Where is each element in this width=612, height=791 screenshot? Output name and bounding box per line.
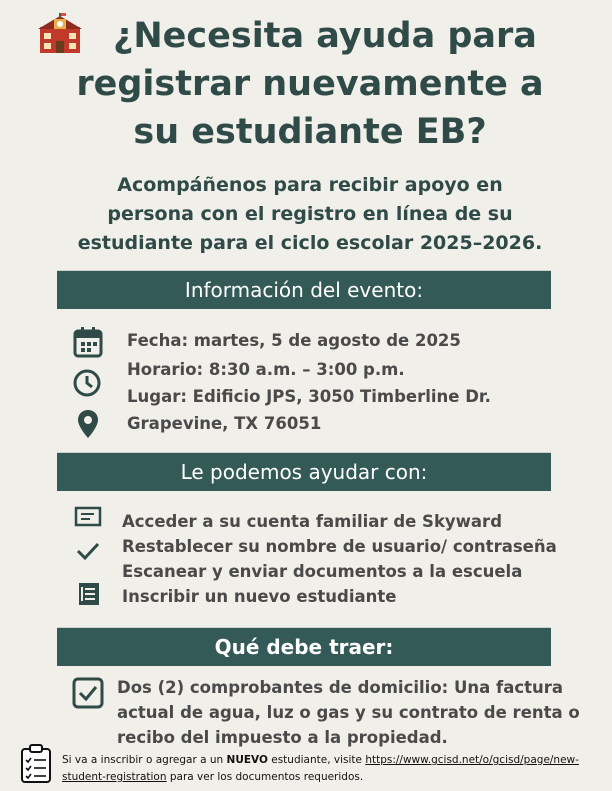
event-place-line1: Lugar: Edificio JPS, 3050 Timberline Dr. bbox=[127, 387, 491, 406]
footer-text-before: Si va a inscribir o agregar a un bbox=[62, 754, 227, 766]
title-line-1: ¿Necesita ayuda para bbox=[113, 16, 537, 56]
bring-line-3: recibo del impuesto a la propiedad. bbox=[117, 728, 448, 747]
checkmark-icon bbox=[76, 541, 100, 561]
help-item-new-student: Inscribir un nuevo estudiante bbox=[122, 587, 397, 606]
checkbox-checked-icon bbox=[72, 677, 104, 709]
page-title bbox=[30, 12, 590, 156]
event-info-heading: Información del evento: bbox=[57, 270, 551, 309]
subtitle-line-2: persona con el registro en línea de su bbox=[107, 203, 513, 225]
registration-link-part1[interactable]: https://www.gcisd.net/o/gcisd/page/new- bbox=[365, 754, 579, 766]
bring-line-1: Dos (2) comprobantes de domicilio: Una factura bbox=[117, 678, 564, 697]
event-place-line2: Grapevine, TX 76051 bbox=[127, 414, 322, 433]
subtitle bbox=[40, 171, 580, 258]
bring-line-2: actual de agua, luz o gas y su contrato de renta o bbox=[117, 703, 580, 722]
footer-note bbox=[62, 752, 607, 786]
computer-screen-icon bbox=[74, 506, 102, 528]
help-item-skyward: Acceder a su cuenta familiar de Skyward bbox=[122, 512, 502, 531]
event-date: Fecha: martes, 5 de agosto de 2025 bbox=[127, 331, 461, 350]
event-time: Horario: 8:30 a.m. – 3:00 p.m. bbox=[127, 360, 405, 379]
help-item-scan-documents: Escanear y enviar documentos a la escuela bbox=[122, 562, 523, 581]
help-item-reset-password: Restablecer su nombre de usuario/ contraseña bbox=[122, 537, 557, 556]
footer-text-mid: estudiante, visite bbox=[267, 754, 366, 766]
clock-icon bbox=[72, 368, 102, 398]
title-line-2: registrar nuevamente a bbox=[76, 64, 544, 104]
help-heading: Le podemos ayudar con: bbox=[57, 452, 551, 491]
subtitle-line-3: estudiante para el ciclo escolar 2025–2026. bbox=[77, 232, 543, 254]
footer-text-after: para ver los documentos requeridos. bbox=[166, 771, 364, 783]
calendar-icon bbox=[73, 326, 103, 358]
registration-link-part2[interactable]: student-registration bbox=[62, 771, 167, 783]
subtitle-line-1: Acompáñenos para recibir apoyo en bbox=[117, 174, 503, 196]
title-line-3: su estudiante EB? bbox=[133, 112, 487, 152]
footer-bold-word: NUEVO bbox=[226, 754, 268, 766]
location-pin-icon bbox=[77, 409, 99, 439]
clipboard-checklist-icon bbox=[20, 744, 52, 784]
form-document-icon bbox=[77, 581, 101, 607]
bring-heading: Qué debe traer: bbox=[57, 627, 551, 666]
